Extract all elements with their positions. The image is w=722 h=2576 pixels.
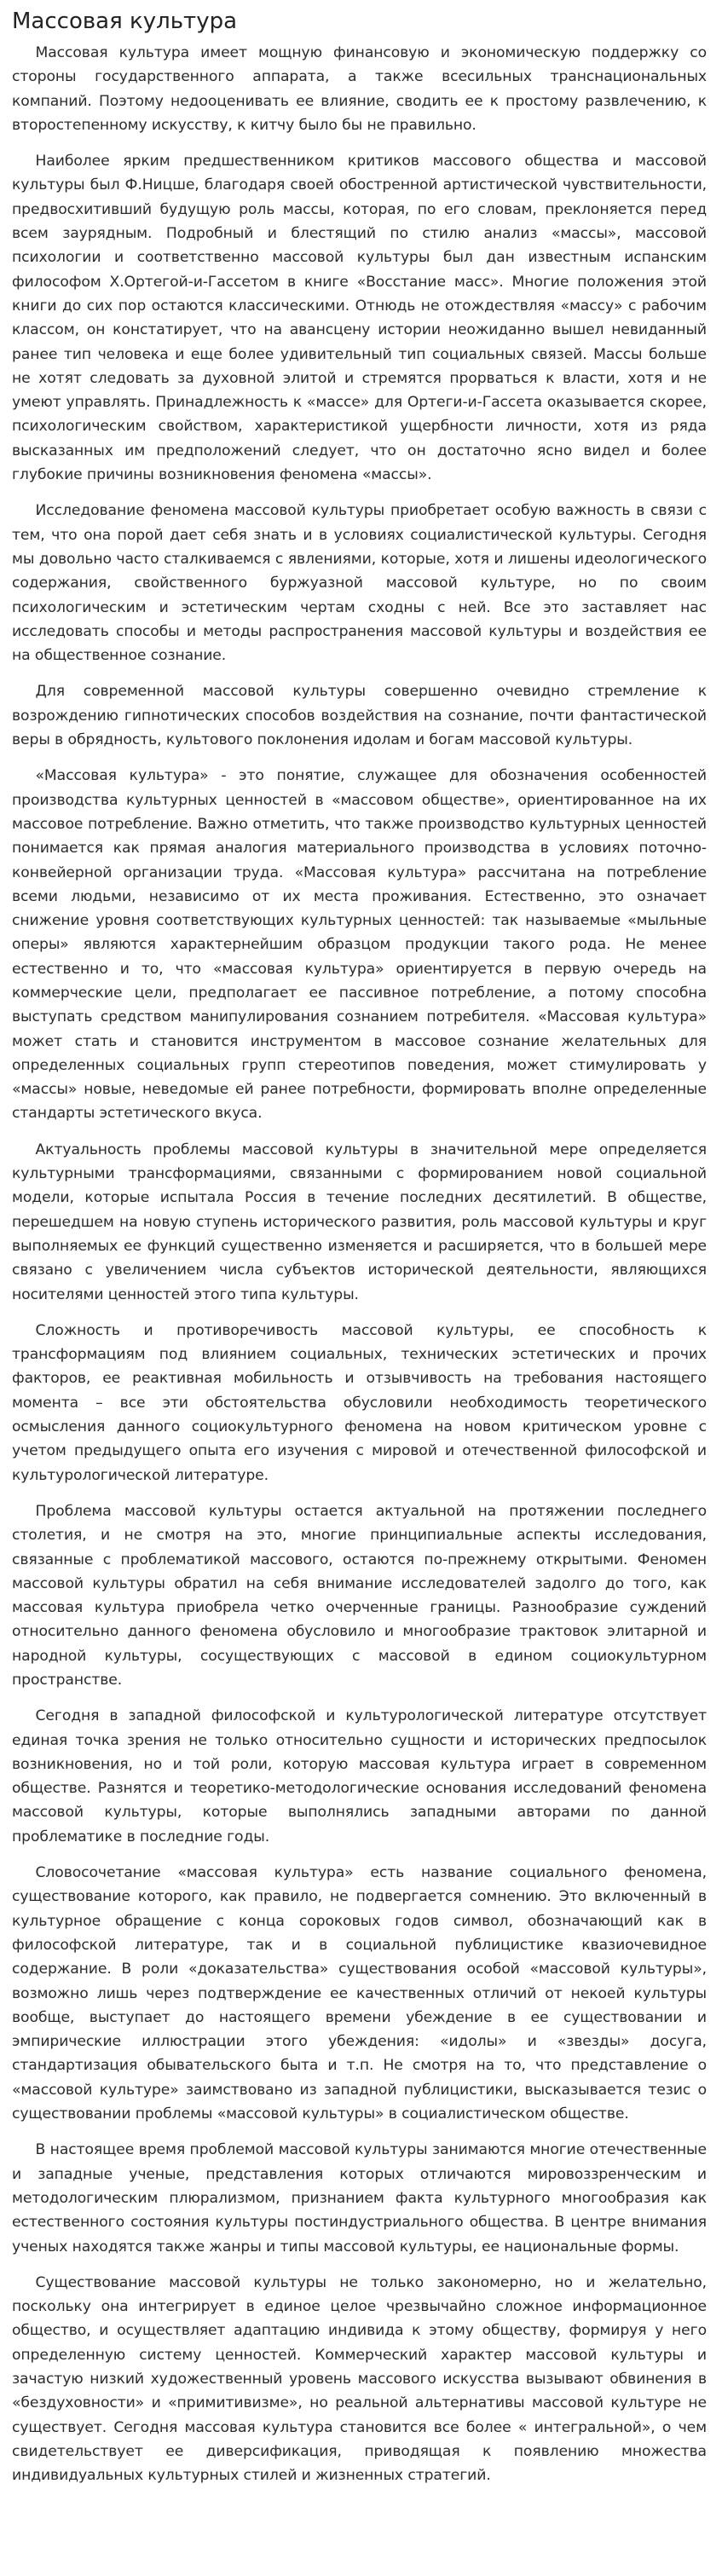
- paragraph-9: Сегодня в западной философской и культурологической литературе отсутствует единая точка зрения не только относительно сущности и исторических предпосылок возникновения, но и той роли, которую массовая культура играет в современном обществе. Разнятся и теоретико-методологические основания исследований феномена массовой культуры, которые выполнялись западными авторами по данной проблематике в последние годы.: [12, 1707, 707, 1845]
- paragraph-2: Наиболее ярким предшественником критиков массового общества и массовой культуры был Ф.Ницше, благодаря своей обостренной артистической чувствительности, предвосхитивший будущую роль массы, которая, по его словам, преклоняется перед всем заурядным. Подробный и блестящий по стилю анализ «массы», массовой психологии и соответственно массовой культуры был дан известным испанским философом Х.Ортегой-и-Гассетом в книге «Восстание масс». Многие положения этой книги до сих пор остаются классическими. Отнюдь не отождествляя «массу» с рабочим классом, он констатирует, что на авансцену истории неожиданно вышел невиданный ранее тип человека и еще более удивительный тип социальных связей. Массы больше не хотят следовать за духовной элитой и стремятся прорваться к власти, хотя и не умеют управлять. Принадлежность к «массе» для Ортеги-и-Гассета оказывается скорее, психологическим свойством, характеристикой ущербности личности, хотя из ряда высказанных им предположений следует, что он достаточно ясно видел и более глубокие причины возникновения феномена «массы».: [12, 153, 707, 484]
- paragraph-5: «Массовая культура» - это понятие, служащее для обозначения особенностей производства культурных ценностей в «массовом обществе», ориентированное на их массовое потребление. Важно отметить, что также производство культурных ценностей понимается как прямая аналогия материального производства в условиях поточно-конвейерной организации труда. «Массовая культура» рассчитана на потребление всеми людьми, независимо от их места проживания. Естественно, это означает снижение уровня соответствующих культурных ценностей: так называемые «мыльные оперы» являются характернейшим образцом продукции такого рода. Не менее естественно и то, что «массовая культура» ориентируется в первую очередь на коммерческие цели, предполагает ее пассивное потребление, а потому способна выступать средством манипулирования сознанием потребителя. «Массовая культура» может стать и становится инструментом в массовое сознание желательных для определенных социальных групп стереотипов поведения, может стимулировать у «массы» новые, неведомые ей ранее потребности, формировать вполне определенные стандарты эстетического вкуса.: [12, 767, 707, 1123]
- paragraph-12: Существование массовой культуры не только закономерно, но и желательно, поскольку она интегрирует в единое целое чрезвычайно сложное информационное общество, и осуществляет адаптацию индивида к этому обществу, формируя у него определенную систему ценностей. Коммерческий характер массовой культуры и зачастую низкий художественный уровень массового искусства вызывают обвинения в «бездуховности» и «примитивизме», но реальной альтернативы массовой культуре не существует. Сегодня массовая культура становится все более « интегральной», о чем свидетельствует ее диверсификация, приводящая к появлению множества индивидуальных культурных стилей и жизненных стратегий.: [12, 2273, 707, 2485]
- paragraph-1: Массовая культура имеет мощную финансовую и экономическую поддержку со стороны государственного аппарата, а также всесильных транснациональных компаний. Поэтому недооценивать ее влияние, сводить ее к простому развлечению, к второстепенному искусству, к китчу было бы не правильно.: [12, 44, 707, 134]
- paragraph-11: В настоящее время проблемой массовой культуры занимаются многие отечественные и западные ученые, представления которых отличаются мировоззренческим и методологическим плюрализмом, признанием факта культурного многообразия как естественного состояния культуры постиндустриального общества. В центре внимания ученых находятся также жанры и типы массовой культуры, ее национальные формы.: [12, 2141, 707, 2255]
- paragraph-3: Исследование феномена массовой культуры приобретает особую важность в связи с тем, что она порой дает себя знать и в условиях социалистической культуры. Сегодня мы довольно часто сталкиваемся с явлениями, которые, хотя и лишены идеологического содержания, свойственного буржуазной массовой культуре, но по своим психологическим и эстетическим чертам сходны с ней. Все это заставляет нас исследовать способы и методы распространения массовой культуры и воздействия ее на общественное сознание.: [12, 502, 707, 665]
- paragraph-4: Для современной массовой культуры совершенно очевидно стремление к возрождению гипнотических способов воздействия на сознание, почти фантастической веры в обрядность, культового поклонения идолам и богам массовой культуры.: [12, 683, 707, 749]
- paragraph-7: Сложность и противоречивость массовой культуры, ее способность к трансформациям под влиянием социальных, технических эстетических и прочих факторов, ее реактивная мобильность и отзывчивость на требования настоящего момента – все эти обстоятельства обусловили необходимость теоретического осмысления данного социокультурного феномена на новом критическом уровне с учетом предыдущего опыта его изучения с мировой и отечественной философской и культурологической литературе.: [12, 1321, 707, 1484]
- paragraph-10: Словосочетание «массовая культура» есть название социального феномена, существование которого, как правило, не подвергается сомнению. Это включенный в культурное обращение с конца сороковых годов символ, обозначающий как в философской литературе, так и в социальной публицистике квазиочевидное содержание. В роли «доказательства» существования особой «массовой культуры», возможно лишь через подтверждение ее качественных отличий от некоей культуры вообще, выступает до настоящего времени убеждение в ее существовании и эмпирические иллюстрации этого убеждения: «идолы» и «звезды» досуга, стандартизация обывательского быта и т.п. Не смотря на то, что представление о «массовой культуре» заимствовано из западной публицистики, высказывается тезис о существовании проблемы «массовой культуры» в социалистическом обществе.: [12, 1864, 707, 2123]
- paragraph-8: Проблема массовой культуры остается актуальной на протяжении последнего столетия, и не смотря на это, многие принципиальные аспекты исследования, связанные с проблематикой массового, остаются по-прежнему открытыми. Феномен массовой культуры обратил на себя внимание исследователей задолго до того, как массовая культура приобрела четко очерченные границы. Разнообразие суждений относительно данного феномена обусловило и многообразие трактовок элитарной и народной культуры, сосуществующих с массовой в едином социокультурном пространстве.: [12, 1502, 707, 1689]
- page-title: Массовая культура: [12, 9, 238, 34]
- paragraph-6: Актуальность проблемы массовой культуры в значительной мере определяется культурными трансформациями, связанными с формированием новой социальной модели, которые испытала Россия в течение последних десятилетий. В обществе, перешедшем на новую ступень исторического развития, роль массовой культуры и круг выполняемых ее функций существенно изменяется и расширяется, что в большей мере связано с увеличением числа субъектов исторической деятельности, являющихся носителями ценностей этого типа культуры.: [12, 1141, 707, 1303]
